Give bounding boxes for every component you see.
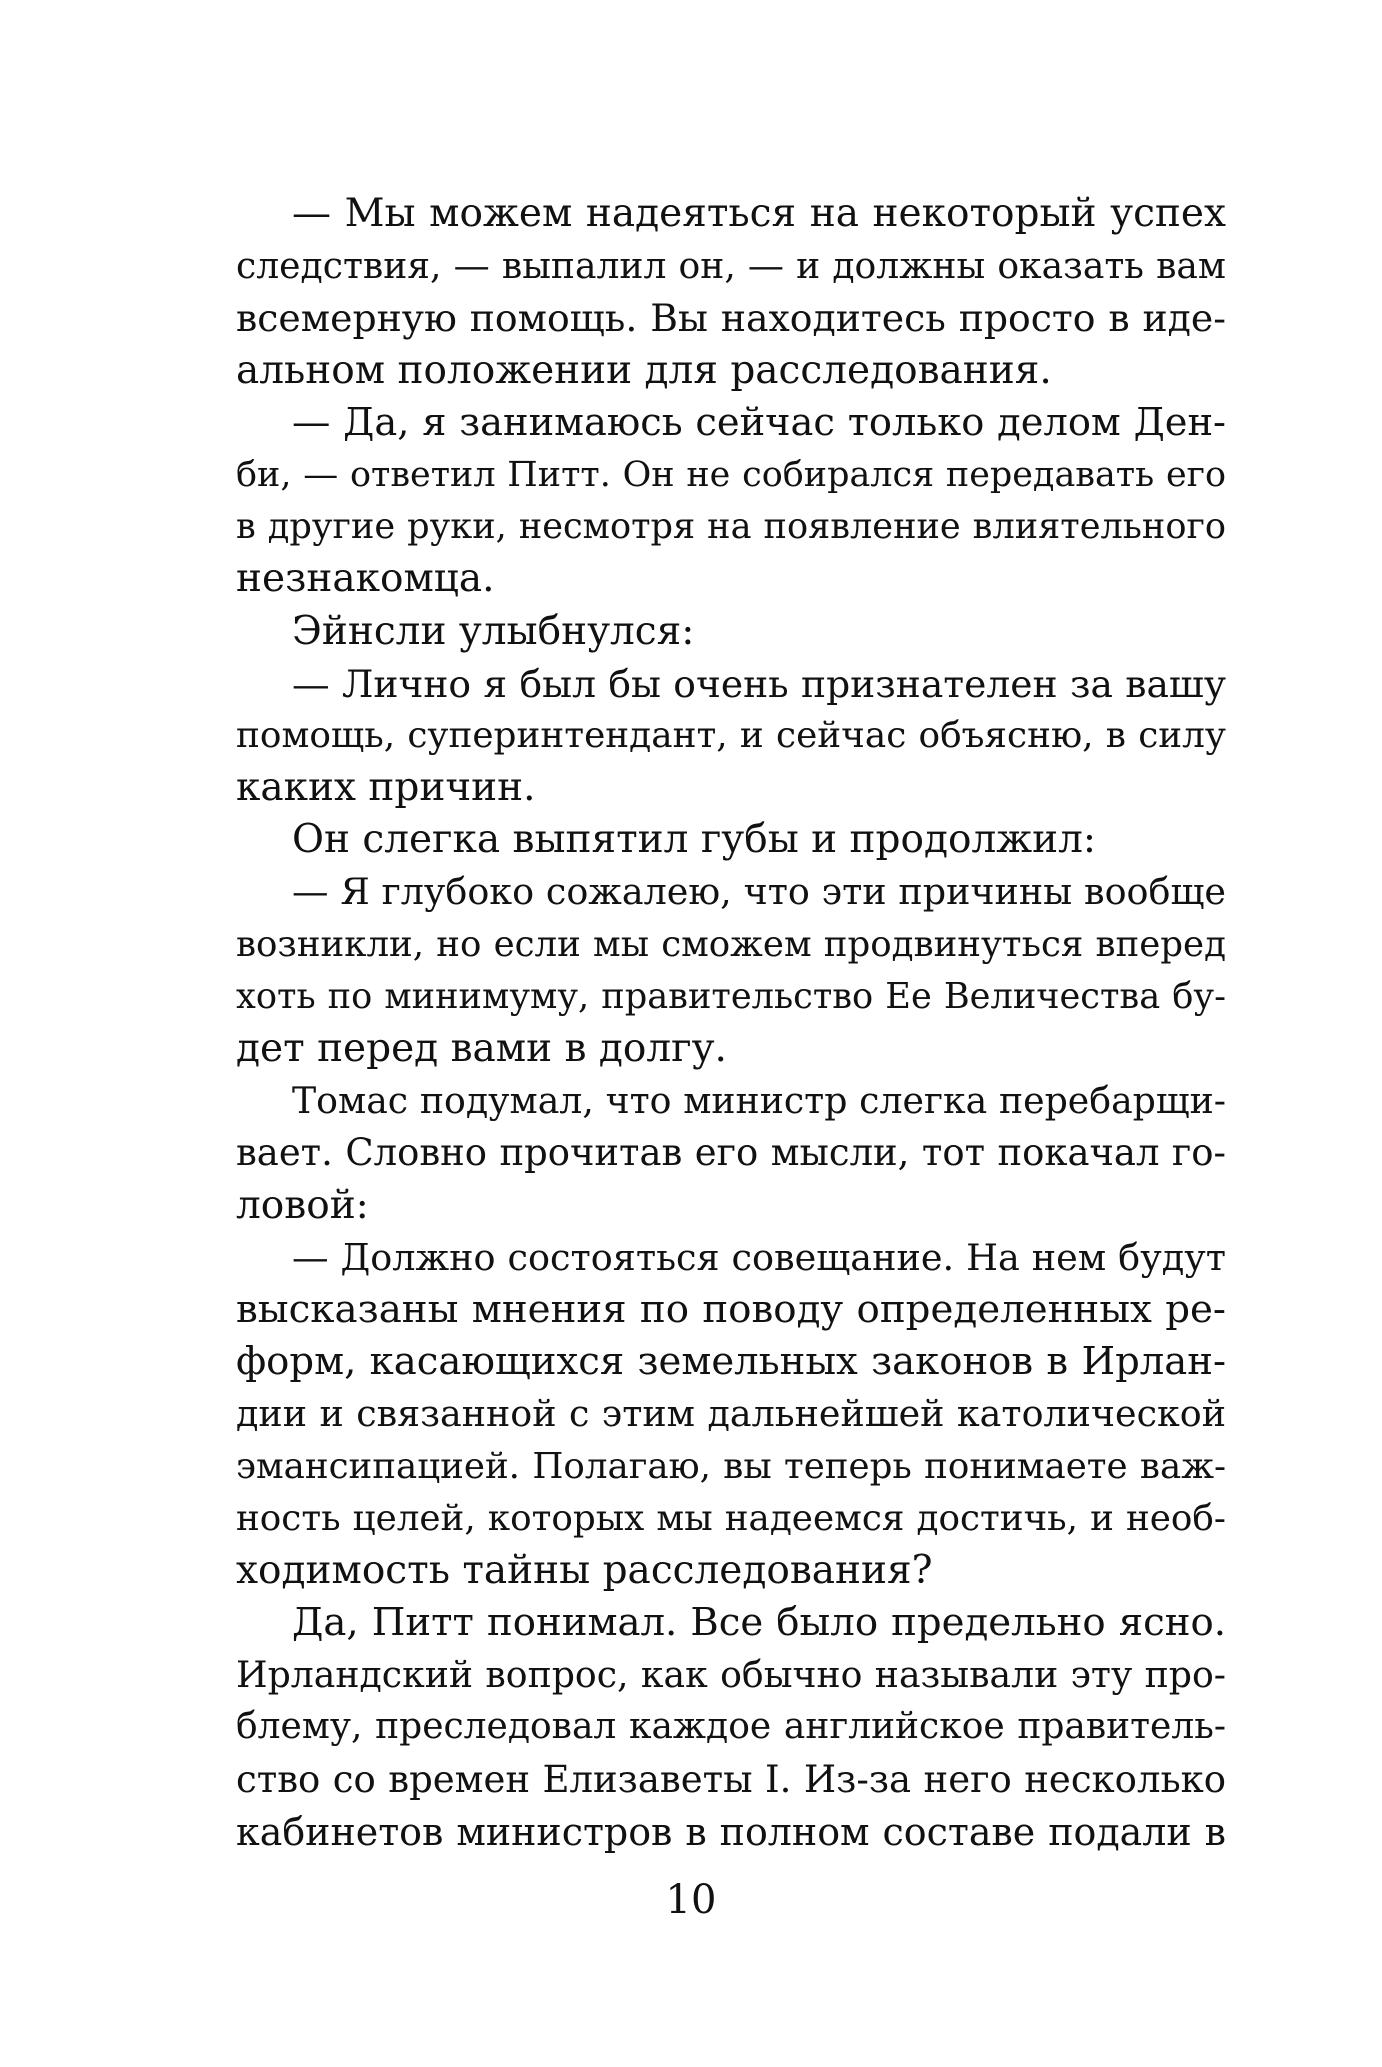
text-line: Томас подумал, что министр слегка перебарщи- — [292, 1079, 1226, 1123]
text-line: — Должно состояться совещание. На нем будут — [292, 1235, 1226, 1279]
text-line: дет перед вами в долгу. — [236, 1026, 727, 1071]
text-line: хоть по минимуму, правительство Ее Величества бу- — [236, 975, 1226, 1017]
text-line: Он слегка выпятил губы и продолжил: — [292, 817, 1097, 863]
text-line: дии и связанной с этим дальнейшей католической — [236, 1392, 1226, 1436]
text-line: незнакомца. — [236, 556, 495, 602]
text-line: ловой: — [236, 1182, 369, 1228]
text-line: вает. Словно прочитав его мысли, тот покачал го- — [236, 1131, 1226, 1175]
text-line: альном положении для расследования. — [236, 347, 1052, 393]
text-line: в другие руки, несмотря на появление влиятельного — [236, 506, 1226, 548]
text-line: следствия, — выпалил он, — и должны оказать вам — [236, 244, 1226, 288]
text-line: ходимость тайны расследования? — [236, 1547, 933, 1593]
text-line: би, — ответил Питт. Он не собирался передавать его — [236, 454, 1226, 495]
text-line: форм, касающихся земельных законов в Ирлан- — [236, 1339, 1226, 1385]
text-line: — Да, я занимаюсь сейчас только делом Ден- — [292, 399, 1226, 445]
text-line: высказаны мнения по поводу определенных ре- — [236, 1286, 1226, 1332]
text-line: всемерную помощь. Вы находитесь просто в иде- — [236, 296, 1226, 341]
text-line: блему, преследовал каждое английское правитель- — [236, 1706, 1226, 1748]
text-line: Ирландский вопрос, как обычно называли эту про- — [236, 1653, 1226, 1697]
page-number: 10 — [665, 1877, 717, 1923]
text-line: — Лично я был бы очень признателен за вашу — [292, 661, 1226, 706]
text-line: Да, Питт понимал. Все было предельно ясно. — [292, 1600, 1226, 1646]
text-line: — Я глубоко сожалею, что эти причины вообще — [292, 870, 1226, 914]
text-line: — Мы можем надеяться на некоторый успех — [292, 191, 1226, 236]
text-line: каких причин. — [236, 765, 536, 811]
body-text — [236, 188, 1226, 1858]
text-line: кабинетов министров в полном составе подали в — [236, 1809, 1226, 1854]
text-line: Эйнсли улыбнулся: — [292, 608, 695, 654]
text-line: ность целей, которых мы надеемся достичь, и необ- — [236, 1497, 1226, 1539]
text-line: возникли, но если мы сможем продвинуться вперед — [236, 923, 1226, 965]
text-line: помощь, суперинтендант, и сейчас объясню, в силу — [236, 714, 1226, 756]
text-line: ство со времен Елизаветы I. Из-за него несколько — [236, 1757, 1226, 1801]
text-line: эмансипацией. Полагаю, вы теперь понимаете важ- — [236, 1445, 1226, 1487]
